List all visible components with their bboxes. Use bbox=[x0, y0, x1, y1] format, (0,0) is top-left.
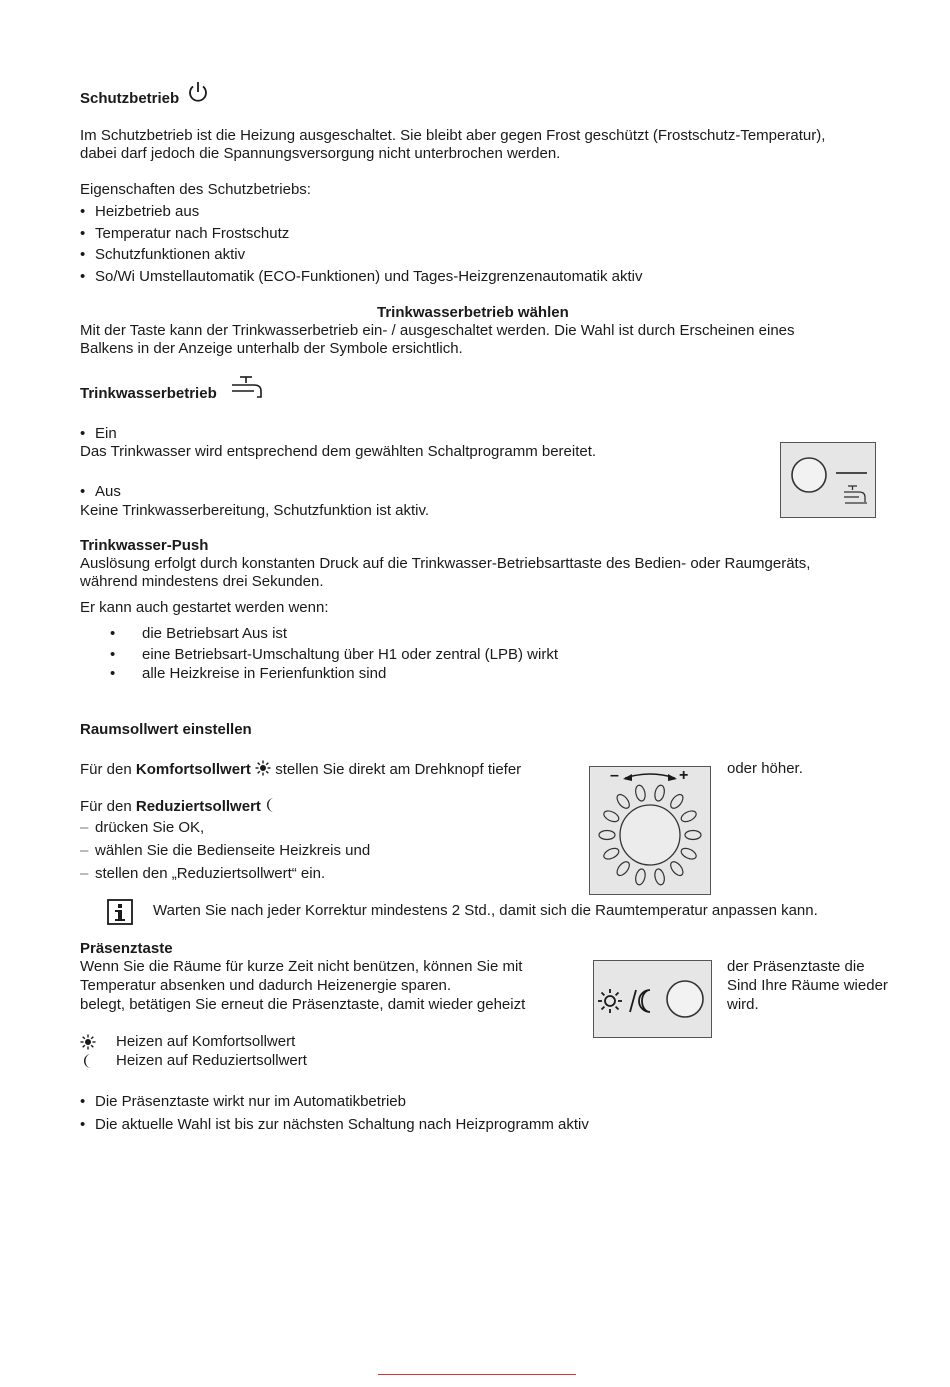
knob-minus-label: – bbox=[610, 767, 619, 784]
push-text-1: Auslösung erfolgt durch konstanten Druck auf die Trinkwasser-Betriebsarttaste des Bedien- oder Raumgeräts, bbox=[80, 555, 811, 572]
praesenz-sun-moon-icon bbox=[598, 987, 658, 1017]
step-dash: – bbox=[80, 842, 89, 859]
push-intro: Er kann auch gestartet werden wenn: bbox=[80, 599, 329, 616]
trinkwasser-button-icon bbox=[781, 443, 875, 517]
komfort-line bbox=[80, 760, 521, 779]
tap-icon bbox=[230, 374, 266, 400]
button-circle-icon bbox=[664, 978, 706, 1020]
property-item: • Heizbetrieb aus bbox=[95, 203, 199, 221]
dial-knob-panel bbox=[589, 766, 711, 895]
trinkwasser-button-panel bbox=[780, 442, 876, 518]
komfort-bold: Komfortsollwert bbox=[135, 761, 251, 778]
push-item-bullet: • bbox=[110, 665, 116, 682]
sun-icon bbox=[255, 760, 271, 776]
info-icon bbox=[107, 899, 133, 925]
step-item: stellen den „Reduziertsollwert“ ein. bbox=[95, 865, 326, 882]
knob-plus-label: + bbox=[679, 767, 689, 784]
push-item: alle Heizkreise in Ferienfunktion sind bbox=[142, 665, 387, 682]
schutzbetrieb-text-1: Im Schutzbetrieb ist die Heizung ausgeschaltet. Sie bleibt aber gegen Frost geschützt (Frostschutz-Temperatur), bbox=[80, 127, 826, 144]
property-item: • So/Wi Umstellautomatik (ECO-Funktionen) und Tages-Heizgrenzenautomatik aktiv bbox=[95, 268, 642, 286]
push-item-bullet: • bbox=[110, 646, 116, 663]
aus-label: • Aus bbox=[95, 483, 121, 501]
schutzbetrieb-text-2: dabei darf jedoch die Spannungsversorgung nicht unterbrochen werden. bbox=[80, 145, 561, 162]
ein-label: • Ein bbox=[95, 425, 117, 443]
praesenz-button-panel bbox=[593, 960, 712, 1038]
praesenz-text-right-3: wird. bbox=[727, 996, 759, 1013]
reduziert-bold: Reduziertsollwert bbox=[135, 798, 261, 815]
komfort-end: oder höher. bbox=[727, 760, 803, 777]
footer-divider bbox=[378, 1374, 576, 1375]
reduziert-prefix: Für den bbox=[80, 798, 136, 815]
push-text-2: während mindestens drei Sekunden. bbox=[80, 573, 324, 590]
schutzbetrieb-heading: Schutzbetrieb bbox=[80, 90, 180, 107]
moon-icon bbox=[82, 1053, 94, 1069]
step-item: wählen Sie die Bedienseite Heizkreis und bbox=[95, 842, 371, 859]
note-item: • Die Präsenztaste wirkt nur im Automatikbetrieb bbox=[95, 1093, 406, 1111]
push-item: die Betriebsart Aus ist bbox=[142, 625, 288, 642]
praesenz-text-left-2: Temperatur absenken und dadurch Heizenergie sparen. bbox=[80, 977, 452, 994]
trinkwasser-select-text-2: Balkens in der Anzeige unterhalb der Symbole ersichtlich. bbox=[80, 340, 463, 357]
power-icon bbox=[186, 80, 210, 104]
push-item: eine Betriebsart-Umschaltung über H1 oder zentral (LPB) wirkt bbox=[142, 646, 559, 663]
trinkwasser-select-title: Trinkwasserbetrieb wählen bbox=[377, 304, 569, 321]
praesenz-text-left-1: Wenn Sie die Räume für kurze Zeit nicht benützen, können Sie mit bbox=[80, 958, 523, 975]
info-text: Warten Sie nach jeder Korrektur mindestens 2 Std., damit sich die Raumtemperatur anpassen kann. bbox=[153, 902, 818, 919]
property-item: • Temperatur nach Frostschutz bbox=[95, 225, 289, 243]
legend-komfort: Heizen auf Komfortsollwert bbox=[116, 1033, 296, 1050]
trinkwasser-push-heading: Trinkwasser-Push bbox=[80, 537, 209, 554]
push-item-bullet: • bbox=[110, 625, 116, 642]
step-dash: – bbox=[80, 819, 89, 836]
step-item: drücken Sie OK, bbox=[95, 819, 205, 836]
komfort-prefix: Für den bbox=[80, 761, 136, 778]
moon-icon bbox=[265, 797, 277, 813]
trinkwasser-select-text-1: Mit der Taste kann der Trinkwasserbetrieb ein- / ausgeschaltet werden. Die Wahl ist durch Erscheinen eines bbox=[80, 322, 795, 339]
ein-text: Das Trinkwasser wird entsprechend dem gewählten Schaltprogramm bereitet. bbox=[80, 443, 597, 460]
trinkwasser-heading: Trinkwasserbetrieb bbox=[80, 385, 217, 402]
sun-icon bbox=[80, 1034, 96, 1050]
legend-reduziert: Heizen auf Reduziertsollwert bbox=[116, 1052, 307, 1069]
praesenztaste-heading: Präsenztaste bbox=[80, 940, 173, 957]
aus-text: Keine Trinkwasserbereitung, Schutzfunktion ist aktiv. bbox=[80, 502, 430, 519]
praesenz-text-left-3: belegt, betätigen Sie erneut die Präsenztaste, damit wieder geheizt bbox=[80, 996, 526, 1013]
properties-title: Eigenschaften des Schutzbetriebs: bbox=[80, 181, 311, 198]
praesenz-text-right-2: Sind Ihre Räume wieder bbox=[727, 977, 888, 994]
komfort-suffix: stellen Sie direkt am Drehknopf tiefer bbox=[271, 761, 522, 778]
note-item: • Die aktuelle Wahl ist bis zur nächsten Schaltung nach Heizprogramm aktiv bbox=[95, 1116, 589, 1134]
dial-knob-icon bbox=[590, 767, 710, 894]
praesenz-text-right-1: der Präsenztaste die bbox=[727, 958, 865, 975]
step-dash: – bbox=[80, 865, 89, 882]
raumsollwert-heading: Raumsollwert einstellen bbox=[80, 721, 252, 738]
reduziert-line bbox=[80, 797, 277, 816]
property-item: • Schutzfunktionen aktiv bbox=[95, 246, 245, 264]
